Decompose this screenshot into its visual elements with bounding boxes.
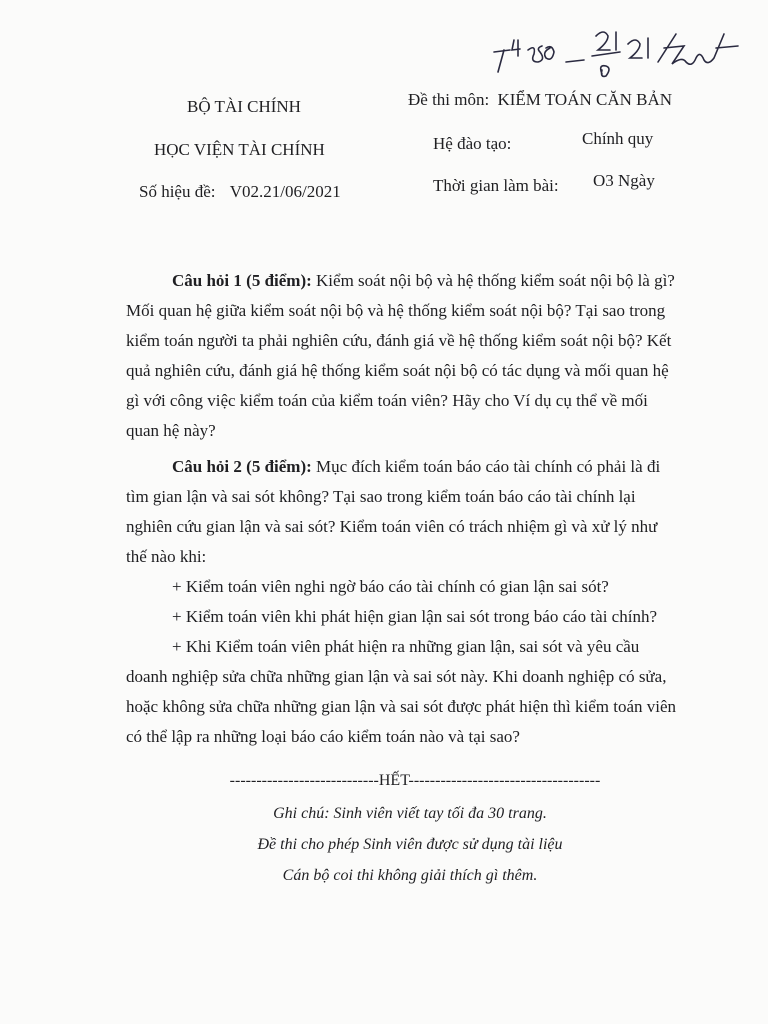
question-1-title: Câu hỏi 1 (5 điểm): xyxy=(172,271,312,290)
academy-name: HỌC VIỆN TÀI CHÍNH xyxy=(154,140,325,159)
time-label: Thời gian làm bài: xyxy=(433,176,559,195)
question-2-line: có thể lập ra những loại báo cáo kiểm toán nào và tại sao? xyxy=(126,727,520,746)
note-materials-allowed: Đề thi cho phép Sinh viên được sử dụng tài liệu xyxy=(257,836,563,853)
question-2-bullet: + Kiểm toán viên nghi ngờ báo cáo tài chính có gian lận sai sót? xyxy=(172,577,609,596)
question-1-line: Mối quan hệ giữa kiểm soát nội bộ và hệ thống kiểm soát nội bộ? Tại sao trong xyxy=(126,301,666,320)
question-2-line: Câu hỏi 2 (5 điểm): Mục đích kiểm toán báo cáo tài chính có phải là đi xyxy=(172,457,661,476)
exam-subject xyxy=(408,90,672,110)
question-1-line: quả nghiên cứu, đánh giá hệ thống kiểm soát nội bộ có tác dụng và mối quan hệ xyxy=(126,361,669,380)
question-2-title: Câu hỏi 2 (5 điểm): xyxy=(172,457,312,476)
exam-code xyxy=(139,182,341,202)
training-label: Hệ đào tạo: xyxy=(433,134,512,153)
question-1 xyxy=(126,266,716,446)
exam-subject-label: Đề thi môn: xyxy=(408,90,490,109)
question-2-bullet: + Khi Kiểm toán viên phát hiện ra những gian lận, sai sót và yêu cầu xyxy=(172,637,640,656)
question-2-line: tìm gian lận và sai sót không? Tại sao trong kiểm toán báo cáo tài chính lại xyxy=(126,487,636,506)
question-1-line: gì với công việc kiểm toán của kiểm toán viên? Hãy cho Ví dụ cụ thể về mối xyxy=(126,391,648,410)
question-2-line: doanh nghiệp sửa chữa những gian lận và sai sót này. Khi doanh nghiệp có sửa, xyxy=(126,667,667,686)
time-value: O3 Ngày xyxy=(593,171,655,190)
exam-subject-value: KIỂM TOÁN CĂN BẢN xyxy=(497,90,673,109)
question-2-bullet: + Kiểm toán viên khi phát hiện gian lận sai sót trong báo cáo tài chính? xyxy=(172,607,657,626)
question-2-line: thế nào khi: xyxy=(126,547,207,566)
ministry-name: BỘ TÀI CHÍNH xyxy=(187,97,301,116)
question-1-line: Câu hỏi 1 (5 điểm): Kiểm soát nội bộ và hệ thống kiểm soát nội bộ là gì? xyxy=(172,271,675,290)
exam-code-value: V02.21/06/2021 xyxy=(229,182,341,201)
question-1-line: kiểm toán người ta phải nghiên cứu, đánh giá về hệ thống kiểm soát nội bộ? Kết xyxy=(126,331,672,350)
note-page-limit: Ghi chú: Sinh viên viết tay tối đa 30 trang. xyxy=(273,805,547,822)
end-marker: ----------------------------HẾT------------------------------------ xyxy=(229,772,601,789)
training-value: Chính quy xyxy=(582,129,654,148)
question-2 xyxy=(126,452,716,752)
handwritten-note xyxy=(488,22,758,86)
note-no-explanation: Cán bộ coi thi không giải thích gì thêm. xyxy=(282,867,538,884)
exam-code-label: Số hiệu đề: xyxy=(139,182,216,201)
question-2-line: hoặc không sửa chữa những gian lận và sai sót được phát hiện thì kiểm toán viên xyxy=(126,697,677,716)
question-2-line: nghiên cứu gian lận và sai sót? Kiểm toán viên có trách nhiệm gì và xử lý như xyxy=(126,517,658,536)
question-1-line: quan hệ này? xyxy=(126,421,216,440)
